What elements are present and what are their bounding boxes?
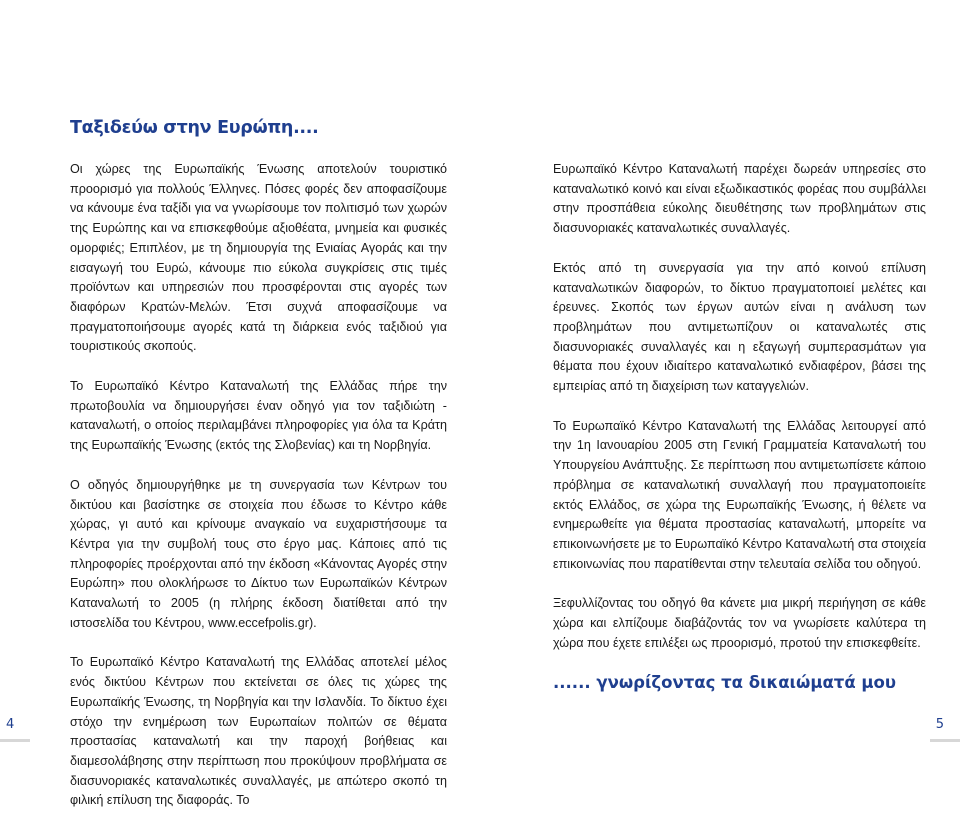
paragraph: Το Ευρωπαϊκό Κέντρο Καταναλωτή της Ελλάδας λειτουργεί από την 1η Ιανουαρίου 2005 στη Γενική Γραμματεία Καταναλωτή του Υπουργείου Ανάπτυξης. Σε περίπτωση που αντιμετωπίσετε κάποιο πρόβλημα σε καταναλωτική συναλλαγή που πραγματοποιείτε εκτός Ελλάδος, σε χώρα της Ευρωπαϊκής Ένωσης, ή θέλετε να ενημερωθείτε για θέματα προστασίας καταναλωτή, μπορείτε να επικοινωνήσετε με το Ευρωπαϊκό Κέντρο Καταναλωτή στα στοιχεία επικοινωνίας που παρατίθενται στην τελευταία σελίδα του οδηγού. [553,418,926,571]
left-column [70,160,447,831]
page-title: Ταξιδεύω στην Ευρώπη.... [70,118,319,138]
paragraph: Οι χώρες της Ευρωπαϊκής Ένωσης αποτελούν τουριστικό προορισμό για πολλούς Έλληνες. Πόσες φορές δεν αποφασίζουμε να κάνουμε ένα ταξίδι για να γνωρίσουμε τον πολιτισμό των χωρών της Ευρώπης και να επισκεφθούμε αξιοθέατα, μνημεία και φυσικές ομορφιές; Επιπλέον, με τη δημιουργία της Ενιαίας Αγοράς και την εισαγωγή του Ευρώ, κάνουμε πιο εύκολα συγκρίσεις στις τιμές προϊόντων και υπηρεσιών που προσφέρονται στις αγορές των διαφόρων Κρατών-Μελών. Έτσι συχνά αποφασίζουμε να πραγματοποιήσουμε αγορές κατά τη διάρκεια ενός ταξιδιού για τουριστικούς σκοπούς. [70,162,447,354]
paragraph: Το Ευρωπαϊκό Κέντρο Καταναλωτή της Ελλάδας πήρε την πρωτοβουλία να δημιουργήσει έναν οδηγό για τον ταξιδιώτη - καταναλωτή, ο οποίος περιλαμβάνει πληροφορίες για όλα τα Κράτη της Ευρωπαϊκής Ένωσης (εκτός της Σλοβενίας) και τη Νορβηγία. [70,379,447,453]
page-number-left: 4 [6,717,15,732]
paragraph: Το Ευρωπαϊκό Κέντρο Καταναλωτή της Ελλάδας αποτελεί μέλος ενός δικτύου Κέντρων που εκτείνεται σε όλες τις χώρες της Ευρωπαϊκής Ένωσης, τη Νορβηγία και την Ισλανδία. Το δίκτυο έχει στόχο την ενημέρωση των Ευρωπαίων πολιτών σε θέματα προστασίας καταναλωτή και την παροχή βοήθειας και διαμεσολάβησης στην περίπτωση που προκύψουν προβλήματα σε διασυνοριακές καταναλωτικές συναλλαγές, με απώτερο σκοπό τη φιλική επίλυση της διαφοράς. Το [70,655,447,808]
right-column [553,160,926,693]
paragraph: Ευρωπαϊκό Κέντρο Καταναλωτή παρέχει δωρεάν υπηρεσίες στο καταναλωτικό κοινό και είναι εξωδικαστικός φορέας που συμβάλλει στην προσπάθεια εύκολης διευθέτησης των προβλημάτων στις διασυνοριακές καταναλωτικές συναλλαγές. [553,162,926,236]
page-number-right: 5 [935,717,944,732]
closing-heading: ...... γνωρίζοντας τα δικαιώματά μου [553,673,897,693]
paragraph: Ο οδηγός δημιουργήθηκε με τη συνεργασία των Κέντρων του δικτύου και βασίστηκε σε στοιχεία που έδωσε το Κέντρο κάθε χώρας, γι αυτό και κρίνουμε αναγκαίο να ευχαριστήσουμε τα Κέντρα για την συμβολή τους στο έργο μας. Κάποιες από τις πληροφορίες προέρχονται από την έκδοση «Κάνοντας Αγορές στην Ευρώπη» που ολοκλήρωσε το Δίκτυο των Ευρωπαϊκών Κέντρων Καταναλωτή το 2005 (η πλήρης έκδοση διατίθεται από την ιστοσελίδα του Κέντρου, www.eccefpolis.gr). [70,477,447,630]
paragraph: Ξεφυλλίζοντας του οδηγό θα κάνετε μια μικρή περιήγηση σε κάθε χώρα και ελπίζουμε διαβάζοντάς τον να γνωρίσετε καλύτερα τη χώρα που έχετε επιλέξει ως προορισμό, προτού την επισκεφθείτε. [553,596,926,650]
paragraph: Εκτός από τη συνεργασία για την από κοινού επίλυση καταναλωτικών διαφορών, το δίκτυο πραγματοποιεί μελέτες και έρευνες. Σκοπός των έργων αυτών είναι η ανάλυση των προβλημάτων που αντιμετωπίζουν οι καταναλωτές στις διασυνοριακές συναλλαγές και η εξαγωγή συμπερασμάτων για θέματα που έχουν ιδιαίτερο καταναλωτικό ενδιαφέρον, βάσει της εμπειρίας από τη διαχείριση των καταγγελιών. [553,260,926,394]
